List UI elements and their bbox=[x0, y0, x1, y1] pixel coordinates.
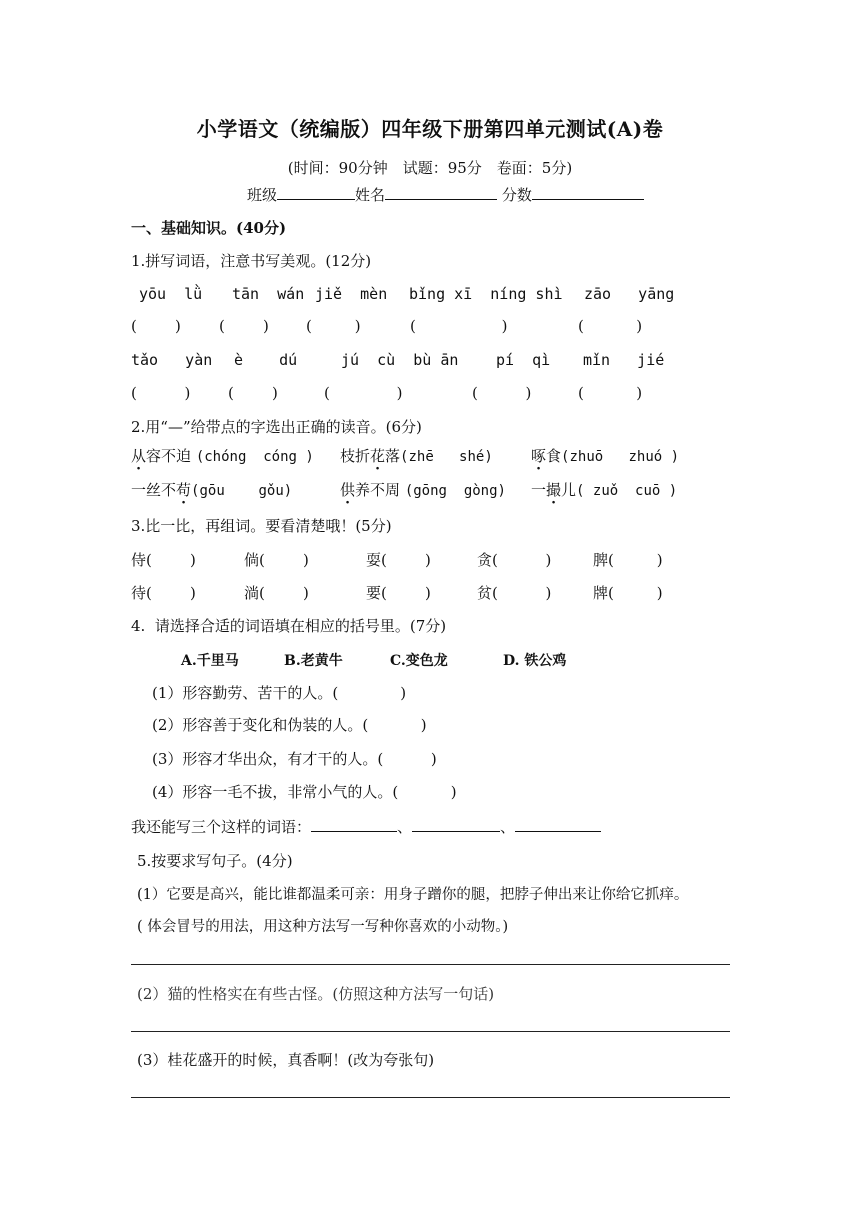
score-blank[interactable] bbox=[532, 185, 644, 200]
answer-blank[interactable]: ( ) bbox=[228, 384, 278, 402]
answer-blank[interactable]: ( ) bbox=[131, 317, 181, 335]
q5-sentence-1-note: ( 体会冒号的用法，用这种方法写一写种你喜欢的小动物。) bbox=[137, 919, 509, 935]
answer-blank[interactable]: ( ) bbox=[410, 317, 508, 335]
answer-blank[interactable]: ( ) bbox=[578, 384, 643, 402]
reading-item: 枝折花落(zhē shé) bbox=[340, 447, 493, 465]
fill-item[interactable]: (4）形容一毛不拔，非常小气的人。( ) bbox=[152, 783, 457, 801]
char-compare-item[interactable]: 侍( ) bbox=[131, 551, 196, 569]
fill-item[interactable]: (1）形容勤劳、苦干的人。( ) bbox=[152, 684, 407, 702]
reading-item: 从容不迫 (chóng cóng ) bbox=[131, 447, 314, 465]
name-blank[interactable] bbox=[385, 185, 497, 200]
q1-pinyin: jú cù bù ān bbox=[341, 351, 459, 369]
char-compare-item[interactable]: 牌( ) bbox=[593, 584, 663, 602]
answer-line[interactable] bbox=[131, 1097, 730, 1098]
char-compare-item[interactable]: 淌( ) bbox=[244, 584, 309, 602]
q5-sentence-3: (3）桂花盛开的时候，真香啊！(改为夸张句) bbox=[137, 1051, 435, 1069]
score-label: 分数 bbox=[501, 186, 532, 204]
page-title: 小学语文（统编版）四年级下册第四单元测试(A)卷 bbox=[196, 117, 664, 141]
fill-item[interactable]: (2）形容善于变化和伪装的人。( ) bbox=[152, 716, 427, 734]
q1-pinyin: tān wán bbox=[232, 285, 305, 303]
reading-item: 供养不周 (gōng gòng) bbox=[340, 481, 506, 499]
q4-title: 4. 请选择合适的词语填在相应的括号里。(7分) bbox=[131, 617, 447, 635]
reading-item: 一撮儿( zuǒ cuō ) bbox=[531, 481, 678, 499]
word-option: B.老黄牛 bbox=[284, 653, 343, 669]
char-compare-item[interactable]: 耍( ) bbox=[366, 551, 431, 569]
q1-pinyin: è dú bbox=[234, 351, 298, 369]
class-label: 班级 bbox=[247, 186, 278, 204]
answer-blank[interactable]: ( ) bbox=[131, 384, 191, 402]
q1-title: 1.拼写词语，注意书写美观。(12分) bbox=[131, 252, 372, 270]
answer-blank[interactable]: ( ) bbox=[472, 384, 532, 402]
class-blank[interactable] bbox=[277, 185, 355, 200]
answer-blank[interactable]: ( ) bbox=[324, 384, 403, 402]
q1-pinyin: bǐng xī níng shì bbox=[409, 285, 563, 303]
char-compare-item[interactable]: 贫( ) bbox=[477, 584, 552, 602]
word-option: A.千里马 bbox=[181, 653, 239, 669]
q1-pinyin: yōu lǜ bbox=[139, 285, 203, 303]
q1-pinyin: pí qì bbox=[496, 351, 551, 369]
answer-blank[interactable]: ( ) bbox=[219, 317, 269, 335]
char-compare-item[interactable]: 要( ) bbox=[366, 584, 431, 602]
exam-meta: (时间：90分钟 试题：95分 卷面：5分) bbox=[287, 159, 573, 177]
char-compare-item[interactable]: 脾( ) bbox=[593, 551, 663, 569]
char-compare-item[interactable]: 待( ) bbox=[131, 584, 196, 602]
reading-item: 一丝不苟(gōu gǒu) bbox=[131, 481, 293, 499]
more-words-line[interactable]: 我还能写三个这样的词语： 、 、 bbox=[131, 816, 601, 837]
answer-line[interactable] bbox=[131, 964, 730, 965]
q5-sentence-1: (1）它要是高兴，能比谁都温柔可亲：用身子蹭你的腿，把脖子伸出来让你给它抓痒。 bbox=[137, 887, 689, 903]
q2-title: 2.用“—”给带点的字选出正确的读音。(6分) bbox=[131, 418, 422, 436]
char-compare-item[interactable]: 倘( ) bbox=[244, 551, 309, 569]
word-option: C.变色龙 bbox=[390, 653, 448, 669]
fill-item[interactable]: (3）形容才华出众，有才干的人。( ) bbox=[152, 750, 437, 768]
name-label: 姓名 bbox=[355, 186, 386, 204]
reading-item: 啄食(zhuō zhuó ) bbox=[531, 447, 680, 465]
q5-sentence-2: (2）猫的性格实在有些古怪。(仿照这种方法写一句话) bbox=[137, 985, 495, 1003]
q1-pinyin: mǐn jié bbox=[583, 351, 665, 369]
char-compare-item[interactable]: 贪( ) bbox=[477, 551, 552, 569]
q1-pinyin: tǎo yàn bbox=[131, 351, 213, 369]
student-info bbox=[247, 184, 644, 205]
q3-title: 3.比一比，再组词。要看清楚哦！(5分) bbox=[131, 517, 392, 535]
word-option: D. 铁公鸡 bbox=[503, 653, 567, 669]
answer-line[interactable] bbox=[131, 1031, 730, 1032]
section-basic-knowledge: 一、基础知识。(40分) bbox=[131, 219, 287, 237]
answer-blank[interactable]: ( ) bbox=[306, 317, 361, 335]
q5-title: 5.按要求写句子。(4分) bbox=[137, 852, 293, 870]
q1-pinyin: zāo yāng bbox=[584, 285, 675, 303]
answer-blank[interactable]: ( ) bbox=[578, 317, 643, 335]
q1-pinyin: jiě mèn bbox=[315, 285, 388, 303]
